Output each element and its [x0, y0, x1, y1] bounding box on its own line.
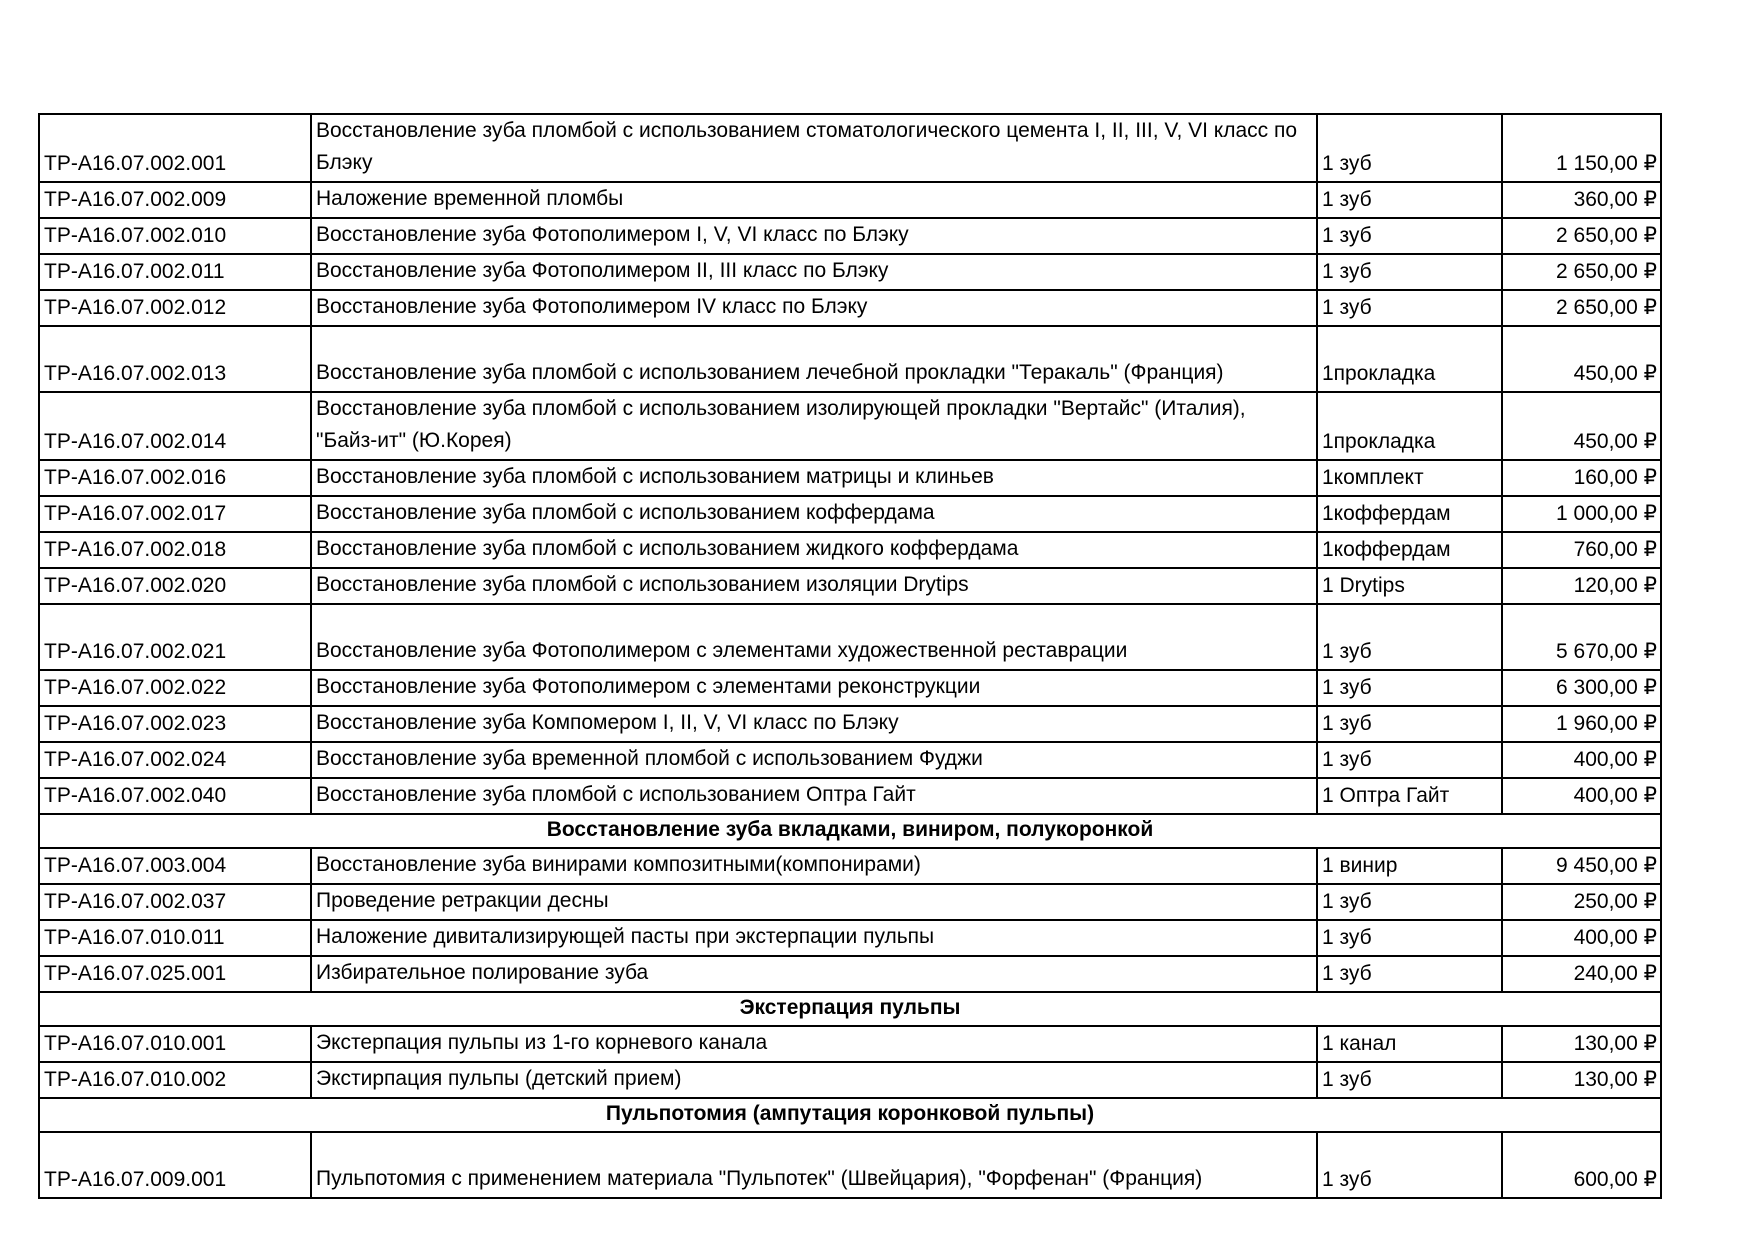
service-name: Восстановление зуба пломбой с использованием изоляции Drytips: [311, 568, 1317, 604]
service-code: ТР-А16.07.002.009: [39, 182, 311, 218]
service-name: Восстановление зуба Фотополимером IV класс по Блэку: [311, 290, 1317, 326]
service-unit: 1 зуб: [1317, 114, 1502, 182]
service-price: 240,00 ₽: [1502, 956, 1661, 992]
service-code: ТР-А16.07.002.023: [39, 706, 311, 742]
service-name: Восстановление зуба Фотополимером I, V, VI класс по Блэку: [311, 218, 1317, 254]
service-code: ТР-А16.07.002.017: [39, 496, 311, 532]
table-row: [39, 742, 1661, 778]
service-unit: 1коффердам: [1317, 496, 1502, 532]
table-row: [39, 460, 1661, 496]
service-code: ТР-А16.07.002.013: [39, 326, 311, 392]
service-unit: 1коффердам: [1317, 532, 1502, 568]
service-name: Восстановление зуба Фотополимером II, III класс по Блэку: [311, 254, 1317, 290]
service-unit: 1 зуб: [1317, 604, 1502, 670]
table-row: [39, 1132, 1661, 1198]
service-unit: 1 канал: [1317, 1026, 1502, 1062]
service-name: Проведение ретракции десны: [311, 884, 1317, 920]
table-row: [39, 884, 1661, 920]
table-row: [39, 956, 1661, 992]
service-unit: 1 Drytips: [1317, 568, 1502, 604]
section-row: [39, 992, 1661, 1026]
service-unit: 1 зуб: [1317, 706, 1502, 742]
table-row: [39, 1062, 1661, 1098]
service-price: 450,00 ₽: [1502, 326, 1661, 392]
service-name: Восстановление зуба пломбой с использованием изолирующей прокладки "Вертайс" (Италия), "Байз-ит" (Ю.Корея): [311, 392, 1317, 460]
table-row: [39, 920, 1661, 956]
service-price: 450,00 ₽: [1502, 392, 1661, 460]
service-name: Восстановление зуба Фотополимером с элементами художественной реставрации: [311, 604, 1317, 670]
price-table: [38, 113, 1662, 1199]
table-row: [39, 670, 1661, 706]
service-name: Пульпотомия с применением материала "Пульпотек" (Швейцария), "Форфенан" (Франция): [311, 1132, 1317, 1198]
service-code: ТР-А16.07.003.004: [39, 848, 311, 884]
service-code: ТР-А16.07.002.014: [39, 392, 311, 460]
section-heading: Восстановление зуба вкладками, виниром, полукоронкой: [39, 814, 1661, 848]
service-unit: 1 зуб: [1317, 1062, 1502, 1098]
service-price: 250,00 ₽: [1502, 884, 1661, 920]
service-unit: 1 зуб: [1317, 254, 1502, 290]
service-code: ТР-А16.07.002.016: [39, 460, 311, 496]
service-unit: 1 зуб: [1317, 884, 1502, 920]
service-unit: 1 зуб: [1317, 920, 1502, 956]
table-row: [39, 604, 1661, 670]
service-unit: 1комплект: [1317, 460, 1502, 496]
service-price: 400,00 ₽: [1502, 920, 1661, 956]
service-price: 1 960,00 ₽: [1502, 706, 1661, 742]
service-name: Восстановление зуба пломбой с использованием лечебной прокладки "Теракаль" (Франция): [311, 326, 1317, 392]
service-unit: 1прокладка: [1317, 326, 1502, 392]
service-code: ТР-А16.07.010.001: [39, 1026, 311, 1062]
table-row: [39, 114, 1661, 182]
table-row: [39, 182, 1661, 218]
service-unit: 1 зуб: [1317, 956, 1502, 992]
service-unit: 1 зуб: [1317, 218, 1502, 254]
service-code: ТР-А16.07.010.002: [39, 1062, 311, 1098]
table-row: [39, 392, 1661, 460]
service-name: Наложение дивитализирующей пасты при экстерпации пульпы: [311, 920, 1317, 956]
service-code: ТР-А16.07.002.018: [39, 532, 311, 568]
service-price: 2 650,00 ₽: [1502, 254, 1661, 290]
service-unit: 1прокладка: [1317, 392, 1502, 460]
service-code: ТР-А16.07.002.021: [39, 604, 311, 670]
service-price: 5 670,00 ₽: [1502, 604, 1661, 670]
service-code: ТР-А16.07.002.037: [39, 884, 311, 920]
service-price: 760,00 ₽: [1502, 532, 1661, 568]
service-price: 2 650,00 ₽: [1502, 290, 1661, 326]
table-row: [39, 778, 1661, 814]
service-code: ТР-А16.07.002.012: [39, 290, 311, 326]
service-name: Наложение временной пломбы: [311, 182, 1317, 218]
table-row: [39, 496, 1661, 532]
service-unit: 1 Оптра Гайт: [1317, 778, 1502, 814]
service-code: ТР-А16.07.010.011: [39, 920, 311, 956]
service-price: 2 650,00 ₽: [1502, 218, 1661, 254]
service-price: 120,00 ₽: [1502, 568, 1661, 604]
service-price: 400,00 ₽: [1502, 778, 1661, 814]
section-heading: Экстерпация пульпы: [39, 992, 1661, 1026]
service-name: Восстановление зуба пломбой с использованием стоматологического цемента I, II, III, V, VI класс по Блэку: [311, 114, 1317, 182]
service-name: Восстановление зуба пломбой с использованием Оптра Гайт: [311, 778, 1317, 814]
service-code: ТР-А16.07.025.001: [39, 956, 311, 992]
service-price: 1 150,00 ₽: [1502, 114, 1661, 182]
service-code: ТР-А16.07.002.001: [39, 114, 311, 182]
service-unit: 1 зуб: [1317, 1132, 1502, 1198]
section-heading: Пульпотомия (ампутация коронковой пульпы): [39, 1098, 1661, 1132]
service-name: Восстановление зуба винирами композитными(компонирами): [311, 848, 1317, 884]
service-price: 600,00 ₽: [1502, 1132, 1661, 1198]
service-name: Восстановление зуба пломбой с использованием коффердама: [311, 496, 1317, 532]
service-price: 9 450,00 ₽: [1502, 848, 1661, 884]
table-row: [39, 326, 1661, 392]
service-unit: 1 зуб: [1317, 290, 1502, 326]
service-price: 1 000,00 ₽: [1502, 496, 1661, 532]
service-name: Восстановление зуба временной пломбой с использованием Фуджи: [311, 742, 1317, 778]
service-code: ТР-А16.07.002.024: [39, 742, 311, 778]
service-name: Избирательное полирование зуба: [311, 956, 1317, 992]
service-unit: 1 зуб: [1317, 182, 1502, 218]
service-code: ТР-А16.07.002.010: [39, 218, 311, 254]
table-row: [39, 706, 1661, 742]
service-price: 130,00 ₽: [1502, 1026, 1661, 1062]
service-unit: 1 зуб: [1317, 742, 1502, 778]
service-name: Восстановление зуба Фотополимером с элементами реконструкции: [311, 670, 1317, 706]
service-code: ТР-А16.07.002.022: [39, 670, 311, 706]
service-name: Восстановление зуба пломбой с использованием жидкого коффердама: [311, 532, 1317, 568]
service-code: ТР-А16.07.002.020: [39, 568, 311, 604]
section-row: [39, 814, 1661, 848]
service-price: 160,00 ₽: [1502, 460, 1661, 496]
service-name: Экстерпация пульпы из 1-го корневого канала: [311, 1026, 1317, 1062]
service-unit: 1 винир: [1317, 848, 1502, 884]
service-price: 6 300,00 ₽: [1502, 670, 1661, 706]
service-unit: 1 зуб: [1317, 670, 1502, 706]
table-row: [39, 532, 1661, 568]
section-row: [39, 1098, 1661, 1132]
service-name: Восстановление зуба пломбой с использованием матрицы и клиньев: [311, 460, 1317, 496]
table-row: [39, 1026, 1661, 1062]
table-row: [39, 254, 1661, 290]
table-row: [39, 218, 1661, 254]
table-row: [39, 568, 1661, 604]
service-price: 400,00 ₽: [1502, 742, 1661, 778]
service-code: ТР-А16.07.009.001: [39, 1132, 311, 1198]
service-name: Восстановление зуба Компомером I, II, V, VI класс по Блэку: [311, 706, 1317, 742]
table-row: [39, 848, 1661, 884]
service-code: ТР-А16.07.002.011: [39, 254, 311, 290]
service-name: Экстирпация пульпы (детский прием): [311, 1062, 1317, 1098]
service-code: ТР-А16.07.002.040: [39, 778, 311, 814]
table-row: [39, 290, 1661, 326]
service-price: 130,00 ₽: [1502, 1062, 1661, 1098]
service-price: 360,00 ₽: [1502, 182, 1661, 218]
